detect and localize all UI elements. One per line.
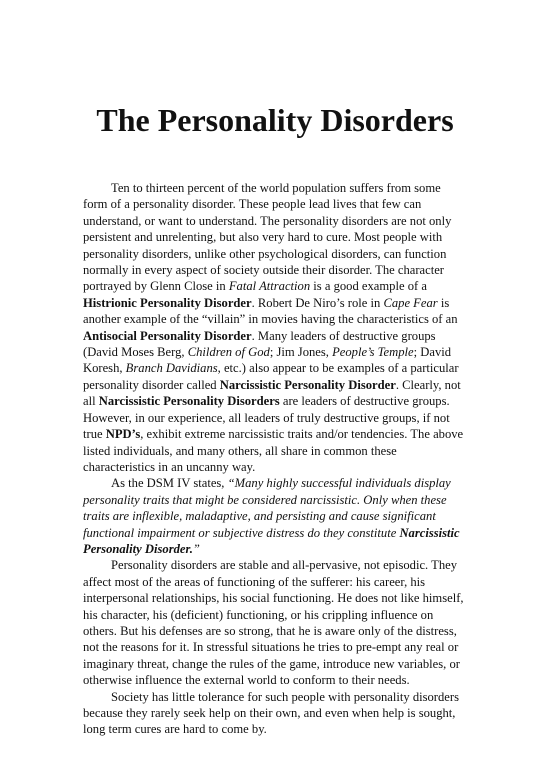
paragraph-pervasive: Personality disorders are stable and all-pervasive, not episodic. They affect most of the areas of functioning of the sufferer: his career, his interpersonal relationships, his social functioning. He does not like himself, his character, his (deficient) functioning, or his crippling influence on others. But his defenses are so strong, that he is aware only of the distress, not the reasons for it. In stressful situations he tries to pre-empt any real or imaginary threat, change the rules of the game, introduce new variables, or otherwise influence the external world to conform to their needs. [83,558,464,688]
text-run: . Clearly, not all [83,377,461,409]
text-run: are leaders of destructive groups. However, in our experience, all leaders of truly destructive groups, if not true [83,394,450,442]
term-npds: NPD’s [105,427,141,442]
dsm-quote: “Many highly successful individuals display personality traits that might be considered narcissistic. Only when these traits are inflexible, maladaptive, and persisting and cause significant functional impairment or subjective distress do they constitute [83,476,451,540]
text-run: Ten to thirteen percent of the world population suffers from some form of a personality disorder. These people lead lives that few can understand, or want to understand. The personality disorders are not only persistent and unrelenting, but also very hard to cure. Most people with personality disorders, unlike other psychological disorders, can function normally in every aspect of society outside their disorder. The character portrayed by Glenn Close in [83,181,452,294]
text-run: ; David Koresh, [83,345,452,376]
movie-title-cape-fear: Cape Fear [383,295,438,310]
text-run: . Many leaders of destructive groups (David Moses Berg, [83,328,436,360]
term-npd-quote: Narcissistic Personality Disorder. [83,525,460,556]
term-narcissistic: Narcissistic Personality Disorder [219,377,396,392]
group-branch-davidians: Branch Davidians [125,361,218,376]
document-body [83,180,467,738]
text-run: is another example of the “villain” in movies having the characteristics of an [83,295,458,327]
text-run: . Robert De Niro’s role in [251,295,384,310]
quote-close: ” [192,541,200,556]
movie-title-fatal-attraction: Fatal Attraction [228,279,311,294]
group-peoples-temple: People’s Temple [332,345,414,360]
paragraph-society: Society has little tolerance for such people with personality disorders because they rarely seek help on their own, and even when help is sought, long term cures are hard to come by. [83,689,459,737]
text-run: ; Jim Jones, [269,345,333,360]
text-run: As the DSM IV states, [111,476,228,491]
term-histrionic: Histrionic Personality Disorder [83,295,252,310]
document-title: The Personality Disorders [96,102,454,138]
term-narcissistic-plural: Narcissistic Personality Disorders [98,394,280,409]
text-run: , exhibit extreme narcissistic traits and/or tendencies. The above listed individuals, and many others, all share in common these characteristics in an uncanny way. [83,427,464,474]
text-run: , etc.) also appear to be examples of a particular personality disorder called [83,361,459,392]
paragraph-intro [83,180,467,475]
term-antisocial: Antisocial Personality Disorder [83,328,252,343]
paragraph-dsm-quote [83,475,467,557]
group-children-of-god: Children of God [187,345,270,360]
text-run: is a good example of a [310,279,427,294]
